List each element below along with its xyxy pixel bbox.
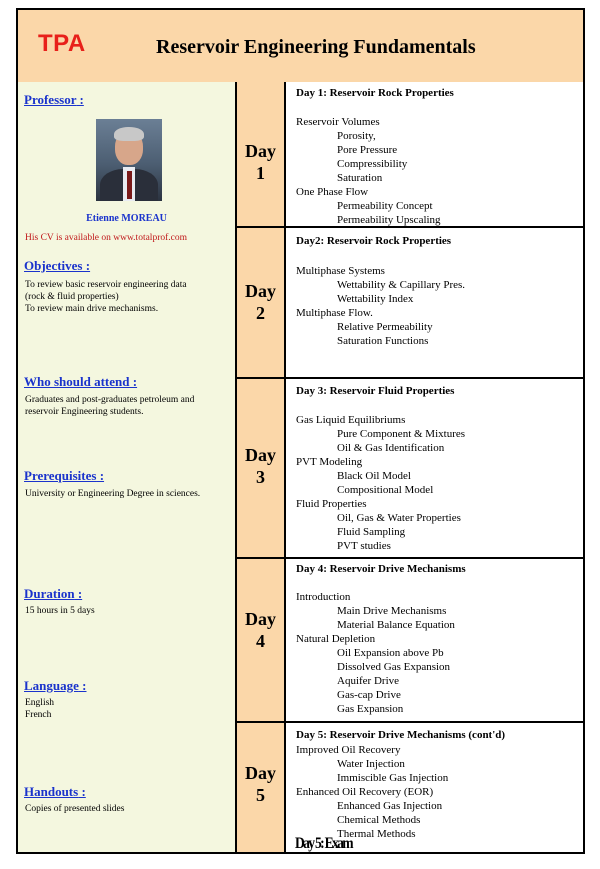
subtopic-line: Porosity,	[337, 130, 376, 142]
day-5-exam: Day 5: Exam	[295, 835, 352, 852]
day-1-heading: Day 1: Reservoir Rock Properties	[296, 87, 454, 99]
handouts-text: Copies of presented slides	[25, 804, 125, 814]
prerequisites-heading: Prerequisites :	[24, 468, 105, 483]
subtopic-line: Immiscible Gas Injection	[337, 772, 449, 784]
topic-line: Reservoir Volumes	[296, 116, 380, 128]
row-divider	[237, 557, 583, 559]
language-heading: Language :	[24, 678, 87, 693]
subtopic-line: Permeability Upscaling	[337, 214, 441, 226]
subtopic-line: Dissolved Gas Expansion	[337, 661, 451, 673]
professor-heading: Professor :	[24, 92, 84, 107]
handouts-heading: Handouts :	[24, 784, 86, 799]
subtopic-line: Saturation Functions	[337, 335, 429, 347]
topic-line: Enhanced Oil Recovery (EOR)	[296, 786, 434, 798]
row-divider	[237, 721, 583, 723]
professor-name: Etienne MOREAU	[86, 213, 167, 224]
day-5-label: Day 5	[245, 763, 276, 805]
subtopic-line: Enhanced Gas Injection	[337, 800, 443, 812]
tpa-logo: TPA	[38, 30, 86, 57]
subtopic-line: Material Balance Equation	[337, 619, 455, 631]
day-3-heading: Day 3: Reservoir Fluid Properties	[296, 385, 455, 397]
subtopic-line: Water Injection	[337, 758, 405, 770]
topic-line: One Phase Flow	[296, 186, 369, 198]
topic-line: Gas Liquid Equilibriums	[296, 414, 406, 426]
subtopic-line: Black Oil Model	[337, 470, 411, 482]
subtopic-line: Compositional Model	[337, 484, 434, 496]
subtopic-line: Thermal Methods	[337, 828, 416, 840]
who-should-attend-heading: Who should attend :	[24, 374, 138, 389]
course-sheet	[16, 8, 585, 854]
page-title: Reservoir Engineering Fundamentals	[156, 36, 476, 58]
who-should-attend-text: Graduates and post-graduates petroleum and reservoir Engineering students.	[25, 395, 195, 417]
duration-heading: Duration :	[24, 586, 83, 601]
prerequisites-text: University or Engineering Degree in sciences.	[25, 489, 201, 499]
day-1-label: Day 1	[245, 141, 276, 183]
subtopic-line: Pure Component & Mixtures	[337, 428, 466, 440]
topic-line: Fluid Properties	[296, 498, 367, 510]
subtopic-line: Gas Expansion	[337, 703, 404, 715]
subtopic-line: Saturation	[337, 172, 383, 184]
subtopic-line: Permeability Concept	[337, 200, 433, 212]
topic-line: Introduction	[296, 591, 351, 603]
topic-line: Multiphase Flow.	[296, 307, 373, 319]
row-divider	[237, 377, 583, 379]
topic-line: Multiphase Systems	[296, 265, 385, 277]
subtopic-line: Relative Permeability	[337, 321, 433, 333]
subtopic-line: Oil, Gas & Water Properties	[337, 512, 461, 524]
day-4-heading: Day 4: Reservoir Drive Mechanisms	[296, 563, 466, 575]
subtopic-line: Wettability Index	[337, 293, 414, 305]
topic-line: Natural Depletion	[296, 633, 376, 645]
topic-line: PVT Modeling	[296, 456, 363, 468]
subtopic-line: Oil & Gas Identification	[337, 442, 445, 454]
subtopic-line: Compressibility	[337, 158, 408, 170]
objectives-text: To review basic reservoir engineering data (rock & fluid properties) To review main drive mechanisms.	[25, 280, 187, 314]
subtopic-line: Oil Expansion above Pb	[337, 647, 444, 659]
professor-photo	[96, 119, 162, 201]
day-3-label: Day 3	[245, 445, 276, 487]
subtopic-line: Pore Pressure	[337, 144, 398, 156]
topic-line: Improved Oil Recovery	[296, 744, 401, 756]
subtopic-line: Wettability & Capillary Pres.	[337, 279, 466, 291]
subtopic-line: Fluid Sampling	[337, 526, 406, 538]
day-5-heading: Day 5: Reservoir Drive Mechanisms (cont'd)	[296, 729, 506, 741]
language-text: English French	[25, 698, 55, 720]
subtopic-line: Chemical Methods	[337, 814, 421, 826]
header-banner	[18, 10, 583, 84]
subtopic-line: PVT studies	[337, 540, 391, 552]
subtopic-line: Gas-cap Drive	[337, 689, 401, 701]
objectives-heading: Objectives :	[24, 258, 91, 273]
cv-note: His CV is available on www.totalprof.com	[25, 233, 188, 243]
day-4-label: Day 4	[245, 609, 276, 651]
day-2-label: Day 2	[245, 281, 276, 323]
day-2-heading: Day2: Reservoir Rock Properties	[296, 235, 452, 247]
subtopic-line: Aquifer Drive	[337, 675, 400, 687]
info-column	[18, 82, 237, 852]
duration-text: 15 hours in 5 days	[25, 606, 95, 616]
subtopic-line: Main Drive Mechanisms	[337, 605, 447, 617]
